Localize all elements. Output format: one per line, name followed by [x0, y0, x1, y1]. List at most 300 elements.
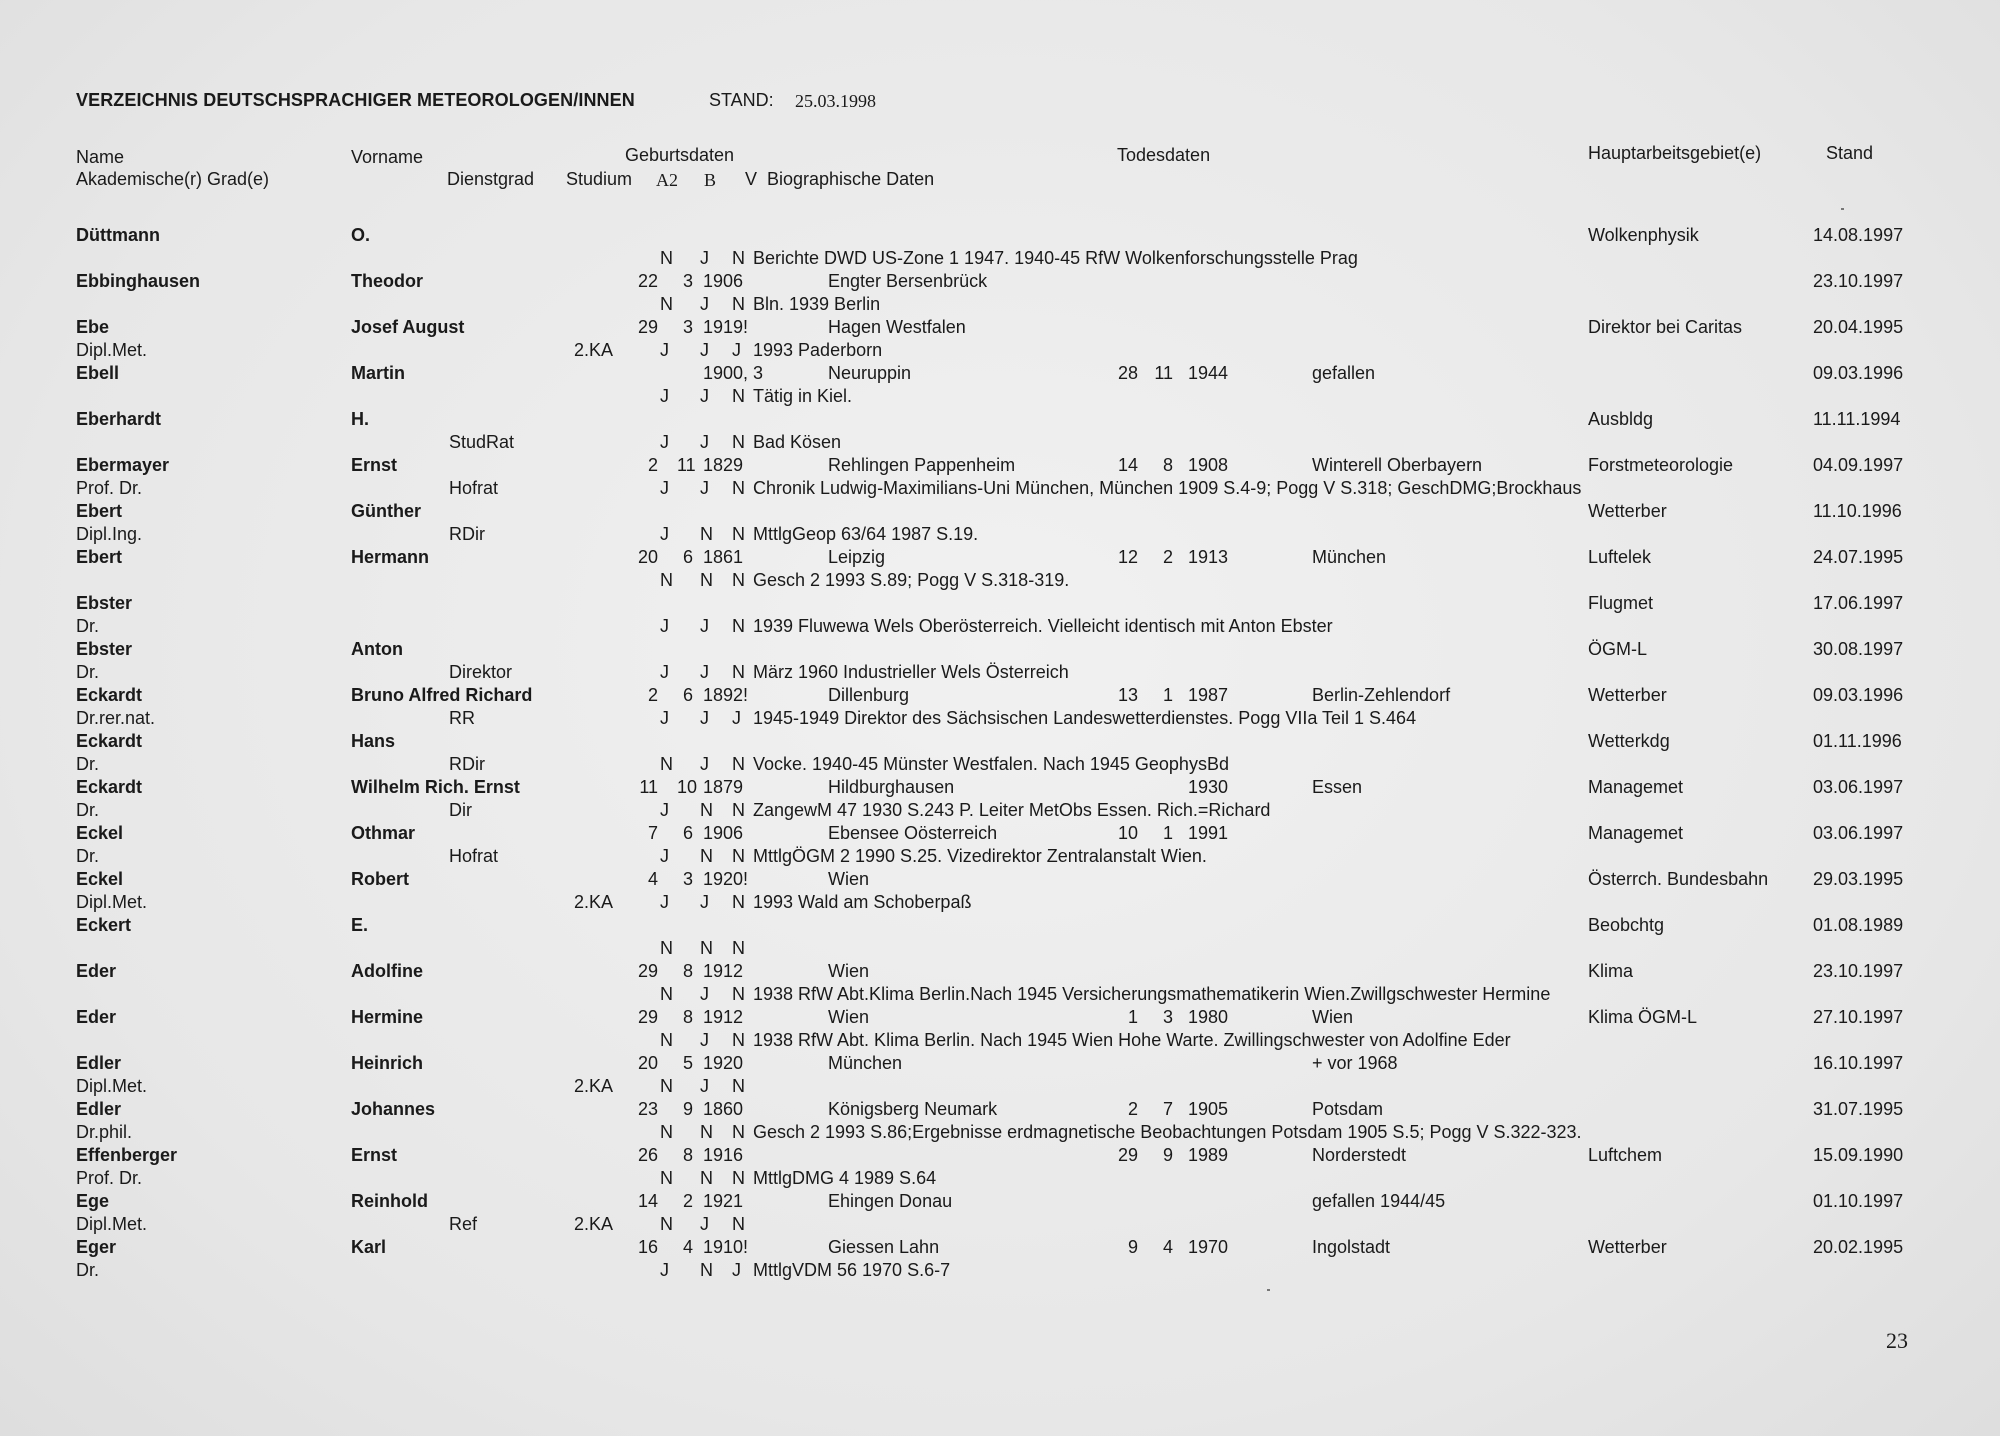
header-name: Name [76, 147, 125, 167]
cell-place: Wien [828, 1007, 870, 1027]
cell-degree: Dipl.Met. [76, 1214, 148, 1234]
cell-tplace: Wien [1312, 1007, 1354, 1027]
cell-ty: 1980 [1188, 1007, 1229, 1027]
cell-v: N [732, 478, 745, 498]
cell-td: 28 [1118, 363, 1139, 383]
cell-bio: 1945-1949 Direktor des Sächsischen Landeswetterdienstes. Pogg VIIa Teil 1 S.464 [753, 708, 1417, 728]
cell-place: Neuruppin [828, 363, 912, 383]
cell-vorname: Karl [351, 1237, 387, 1257]
header-todesdaten: Todesdaten [1117, 145, 1211, 165]
header-degree: Akademische(r) Grad(e) [76, 169, 270, 189]
cell-a2: J [660, 340, 669, 360]
cell-degree: Dipl.Met. [76, 892, 148, 912]
cell-stand: 04.09.1997 [1813, 455, 1904, 475]
cell-vorname: O. [351, 225, 371, 245]
cell-field: Direktor bei Caritas [1588, 317, 1743, 337]
cell-gy: 1892! [703, 685, 749, 705]
scan-speck [1267, 1289, 1270, 1291]
cell-a2: N [660, 984, 673, 1004]
cell-vorname: Günther [351, 501, 421, 521]
cell-b: J [700, 248, 709, 268]
cell-stand: 01.11.1996 [1813, 731, 1902, 751]
cell-studium: 2.KA [574, 340, 614, 360]
cell-gy: 1912 [703, 1007, 744, 1027]
cell-tplace: Norderstedt [1312, 1145, 1407, 1165]
cell-v: N [732, 524, 745, 544]
cell-a2: N [660, 1214, 673, 1234]
cell-name: Eberhardt [76, 409, 162, 429]
cell-a2: J [660, 432, 669, 452]
cell-v: J [732, 340, 741, 360]
cell-field: Wetterkdg [1588, 731, 1670, 751]
cell-gm: 8 [682, 1145, 693, 1165]
document-title: VERZEICHNIS DEUTSCHSPRACHIGER METEOROLOGEN/INNEN [76, 90, 635, 110]
cell-bio: 1938 RfW Abt.Klima Berlin.Nach 1945 Versicherungsmathematikerin Wien.Zwillgschwester Hermine [753, 984, 1551, 1004]
cell-v: N [732, 248, 745, 268]
cell-vorname: Ernst [351, 455, 398, 475]
cell-b: J [700, 754, 709, 774]
cell-stand: 23.10.1997 [1813, 271, 1904, 291]
header-biographische: Biographische Daten [767, 169, 935, 189]
cell-gm: 9 [682, 1099, 693, 1119]
cell-gd: 7 [647, 823, 658, 843]
cell-stand: 09.03.1996 [1813, 363, 1904, 383]
cell-field: Beobchtg [1588, 915, 1665, 935]
cell-gd: 29 [638, 317, 659, 337]
cell-stand: 01.10.1997 [1813, 1191, 1904, 1211]
cell-a2: J [660, 1260, 669, 1280]
cell-bio: Tätig in Kiel. [753, 386, 853, 406]
cell-field: Österrch. Bundesbahn [1588, 869, 1769, 889]
cell-vorname: H. [351, 409, 369, 429]
cell-tm: 2 [1162, 547, 1173, 567]
cell-stand: 23.10.1997 [1813, 961, 1904, 981]
cell-name: Ebe [76, 317, 110, 337]
cell-vorname: Robert [351, 869, 409, 889]
cell-name: Ebster [76, 639, 133, 659]
cell-ty: 1913 [1188, 547, 1229, 567]
cell-gd: 16 [638, 1237, 659, 1257]
cell-b: J [700, 616, 709, 636]
cell-a2: N [660, 1030, 673, 1050]
cell-b: N [700, 800, 713, 820]
cell-a2: J [660, 616, 669, 636]
cell-degree: Dr. [76, 616, 100, 636]
header-b: B [704, 170, 717, 190]
cell-v: N [732, 294, 745, 314]
cell-gm: 6 [682, 823, 693, 843]
cell-gd: 2 [647, 455, 658, 475]
cell-field: Managemet [1588, 823, 1684, 843]
cell-place: Hildburghausen [828, 777, 955, 797]
cell-dienstgrad: RDir [449, 524, 485, 544]
cell-vorname: Theodor [351, 271, 423, 291]
cell-dienstgrad: Direktor [449, 662, 513, 682]
cell-gy: 1906 [703, 823, 744, 843]
stand-date: 25.03.1998 [795, 91, 876, 111]
cell-bio: Berichte DWD US-Zone 1 1947. 1940-45 RfW Wolkenforschungsstelle Prag [753, 248, 1358, 268]
cell-dienstgrad: RDir [449, 754, 485, 774]
cell-bio: Gesch 2 1993 S.86;Ergebnisse erdmagnetische Beobachtungen Potsdam 1905 S.5; Pogg V S.322-323. [753, 1122, 1582, 1142]
cell-field: Klima ÖGM-L [1588, 1007, 1698, 1027]
cell-bio: 1939 Fluwewa Wels Oberösterreich. Vielleicht identisch mit Anton Ebster [753, 616, 1333, 636]
cell-a2: N [660, 754, 673, 774]
cell-a2: N [660, 1122, 673, 1142]
cell-gm: 2 [682, 1191, 693, 1211]
cell-vorname: Heinrich [351, 1053, 424, 1073]
header-v: V [745, 169, 758, 189]
cell-gy: 1916 [703, 1145, 744, 1165]
cell-field: Ausbldg [1588, 409, 1654, 429]
cell-vorname: Wilhelm Rich. Ernst [351, 777, 520, 797]
cell-ty: 1905 [1188, 1099, 1229, 1119]
cell-b: J [700, 340, 709, 360]
cell-bio: 1938 RfW Abt. Klima Berlin. Nach 1945 Wien Hohe Warte. Zwillingschwester von Adolfine Eder [753, 1030, 1511, 1050]
cell-gm: 6 [682, 685, 693, 705]
cell-b: J [700, 478, 709, 498]
cell-tplace: gefallen 1944/45 [1312, 1191, 1446, 1211]
cell-gy: 1861 [703, 547, 744, 567]
cell-gy: 1829 [703, 455, 744, 475]
cell-stand: 09.03.1996 [1813, 685, 1904, 705]
cell-vorname: Johannes [351, 1099, 436, 1119]
cell-name: Eger [76, 1237, 117, 1257]
cell-name: Eder [76, 1007, 117, 1027]
cell-v: N [732, 938, 745, 958]
cell-vorname: Bruno Alfred Richard [351, 685, 533, 705]
cell-dienstgrad: Dir [449, 800, 472, 820]
cell-v: N [732, 800, 745, 820]
cell-vorname: Hans [351, 731, 396, 751]
cell-field: Luftchem [1588, 1145, 1663, 1165]
cell-tm: 3 [1162, 1007, 1173, 1027]
cell-stand: 15.09.1990 [1813, 1145, 1904, 1165]
cell-name: Eckardt [76, 685, 143, 705]
cell-tm: 4 [1162, 1237, 1173, 1257]
cell-v: J [732, 1260, 741, 1280]
cell-name: Düttmann [76, 225, 160, 245]
cell-tplace: Winterell Oberbayern [1312, 455, 1483, 475]
cell-b: N [700, 846, 713, 866]
cell-bio: MttlgGeop 63/64 1987 S.19. [753, 524, 979, 544]
cell-gd: 2 [647, 685, 658, 705]
cell-name: Eckel [76, 869, 124, 889]
cell-gy: 1912 [703, 961, 744, 981]
cell-stand: 11.10.1996 [1813, 501, 1902, 521]
cell-gy: 1920! [703, 869, 749, 889]
cell-name: Eckardt [76, 777, 143, 797]
cell-ty: 1930 [1188, 777, 1229, 797]
cell-studium: 2.KA [574, 1214, 614, 1234]
cell-ty: 1989 [1188, 1145, 1229, 1165]
cell-ty: 1991 [1188, 823, 1229, 843]
cell-name: Ebbinghausen [76, 271, 201, 291]
cell-stand: 03.06.1997 [1813, 777, 1904, 797]
cell-stand: 01.08.1989 [1813, 915, 1904, 935]
cell-gy: 1919! [703, 317, 749, 337]
cell-a2: J [660, 662, 669, 682]
cell-gy: 1910! [703, 1237, 749, 1257]
cell-bio: Vocke. 1940-45 Münster Westfalen. Nach 1945 GeophysBd [753, 754, 1229, 774]
cell-gm: 11 [677, 455, 696, 475]
scan-speck [1841, 208, 1844, 210]
cell-gd: 20 [638, 547, 659, 567]
stand-label: STAND: [709, 90, 774, 110]
cell-a2: N [660, 248, 673, 268]
cell-gy: 1921 [703, 1191, 744, 1211]
cell-ty: 1987 [1188, 685, 1229, 705]
cell-place: Giessen Lahn [828, 1237, 940, 1257]
cell-td: 2 [1127, 1099, 1138, 1119]
cell-place: Leipzig [828, 547, 886, 567]
cell-gy: 1906 [703, 271, 744, 291]
cell-place: Ebensee Oösterreich [828, 823, 998, 843]
cell-a2: N [660, 1076, 673, 1096]
cell-b: J [700, 1076, 709, 1096]
cell-td: 29 [1118, 1145, 1139, 1165]
cell-bio: Bad Kösen [753, 432, 842, 452]
cell-vorname: Hermine [351, 1007, 424, 1027]
cell-bio: MttlgVDM 56 1970 S.6-7 [753, 1260, 951, 1280]
cell-field: Wolkenphysik [1588, 225, 1699, 245]
cell-bio: Bln. 1939 Berlin [753, 294, 881, 314]
cell-stand: 16.10.1997 [1813, 1053, 1904, 1073]
cell-gm: 6 [682, 547, 693, 567]
cell-studium: 2.KA [574, 892, 614, 912]
cell-dienstgrad: Hofrat [449, 478, 499, 498]
cell-field: Flugmet [1588, 593, 1654, 613]
cell-stand: 29.03.1995 [1813, 869, 1904, 889]
cell-tplace: Potsdam [1312, 1099, 1384, 1119]
cell-td: 9 [1127, 1237, 1138, 1257]
cell-bio: Chronik Ludwig-Maximilians-Uni München, München 1909 S.4-9; Pogg V S.318; GeschDMG;Brockhaus [753, 478, 1582, 498]
cell-name: Ebermayer [76, 455, 170, 475]
cell-gm: 4 [682, 1237, 693, 1257]
cell-b: N [700, 570, 713, 590]
cell-degree: Dipl.Met. [76, 340, 148, 360]
cell-a2: N [660, 938, 673, 958]
cell-ty: 1908 [1188, 455, 1229, 475]
cell-field: Wetterber [1588, 1237, 1667, 1257]
cell-bio: MttlgDMG 4 1989 S.64 [753, 1168, 937, 1188]
cell-name: Edler [76, 1099, 122, 1119]
cell-stand: 24.07.1995 [1813, 547, 1904, 567]
cell-v: N [732, 846, 745, 866]
cell-field: Wetterber [1588, 685, 1667, 705]
cell-tplace: Essen [1312, 777, 1363, 797]
cell-gm: 3 [682, 869, 693, 889]
cell-tplace: gefallen [1312, 363, 1376, 383]
cell-name: Eder [76, 961, 117, 981]
cell-tm: 7 [1162, 1099, 1173, 1119]
header-stand: Stand [1826, 143, 1874, 163]
cell-bio: 1993 Wald am Schoberpaß [753, 892, 972, 912]
cell-name: Effenberger [76, 1145, 178, 1165]
cell-stand: 20.02.1995 [1813, 1237, 1904, 1257]
cell-b: N [700, 1168, 713, 1188]
cell-a2: J [660, 386, 669, 406]
cell-a2: J [660, 478, 669, 498]
cell-vorname: Hermann [351, 547, 430, 567]
cell-v: N [732, 662, 745, 682]
cell-tm: 1 [1162, 685, 1173, 705]
cell-vorname: Anton [351, 639, 403, 659]
cell-degree: Dr. [76, 846, 100, 866]
cell-b: N [700, 938, 713, 958]
cell-stand: 03.06.1997 [1813, 823, 1904, 843]
cell-b: J [700, 708, 709, 728]
cell-studium: 2.KA [574, 1076, 614, 1096]
cell-a2: J [660, 524, 669, 544]
header-geburtsdaten: Geburtsdaten [625, 145, 735, 165]
cell-v: N [732, 1122, 745, 1142]
cell-b: N [700, 1122, 713, 1142]
cell-place: Hagen Westfalen [828, 317, 966, 337]
cell-stand: 14.08.1997 [1813, 225, 1904, 245]
cell-name: Ebell [76, 363, 120, 383]
cell-stand: 27.10.1997 [1813, 1007, 1904, 1027]
cell-name: Ebert [76, 501, 123, 521]
cell-bio: ZangewM 47 1930 S.243 P. Leiter MetObs Essen. Rich.=Richard [753, 800, 1271, 820]
cell-dienstgrad: RR [449, 708, 475, 728]
cell-vorname: Josef August [351, 317, 465, 337]
cell-tplace: München [1312, 547, 1387, 567]
cell-a2: N [660, 294, 673, 314]
cell-b: J [700, 432, 709, 452]
cell-a2: N [660, 1168, 673, 1188]
cell-field: ÖGM-L [1588, 639, 1648, 659]
cell-td: 10 [1118, 823, 1139, 843]
cell-field: Wetterber [1588, 501, 1667, 521]
cell-gy: 1879 [703, 777, 744, 797]
header-dienstgrad: Dienstgrad [447, 169, 535, 189]
cell-name: Eckardt [76, 731, 143, 751]
cell-gy: 1920 [703, 1053, 744, 1073]
cell-v: N [732, 1168, 745, 1188]
cell-field: Forstmeteorologie [1588, 455, 1734, 475]
cell-field: Managemet [1588, 777, 1684, 797]
cell-v: N [732, 570, 745, 590]
cell-bio: März 1960 Industrieller Wels Österreich [753, 662, 1069, 682]
cell-name: Eckert [76, 915, 132, 935]
cell-b: N [700, 524, 713, 544]
cell-gd: 22 [638, 271, 659, 291]
cell-stand: 30.08.1997 [1813, 639, 1904, 659]
cell-vorname: Reinhold [351, 1191, 428, 1211]
cell-v: N [732, 892, 745, 912]
cell-stand: 20.04.1995 [1813, 317, 1904, 337]
header-studium: Studium [566, 169, 633, 189]
cell-tplace: Ingolstadt [1312, 1237, 1391, 1257]
cell-place: München [828, 1053, 903, 1073]
cell-stand: 17.06.1997 [1813, 593, 1904, 613]
cell-degree: Dr. [76, 754, 100, 774]
cell-field: Klima [1588, 961, 1634, 981]
header-vorname: Vorname [351, 147, 424, 167]
cell-degree: Dr. [76, 662, 100, 682]
cell-name: Ege [76, 1191, 110, 1211]
cell-dienstgrad: Hofrat [449, 846, 499, 866]
cell-stand: 31.07.1995 [1813, 1099, 1904, 1119]
cell-place: Wien [828, 869, 870, 889]
page-number: 23 [1886, 1328, 1908, 1353]
cell-b: J [700, 662, 709, 682]
cell-place: Ehingen Donau [828, 1191, 953, 1211]
cell-b: J [700, 1214, 709, 1234]
cell-name: Eckel [76, 823, 124, 843]
cell-gd: 29 [638, 1007, 659, 1027]
cell-tm: 9 [1162, 1145, 1173, 1165]
cell-b: J [700, 1030, 709, 1050]
cell-stand: 11.11.1994 [1813, 409, 1901, 429]
cell-gm: 8 [682, 961, 693, 981]
cell-tplace: Berlin-Zehlendorf [1312, 685, 1451, 705]
header-hauptarbeitsgebiet: Hauptarbeitsgebiet(e) [1588, 143, 1762, 163]
cell-bio: 1993 Paderborn [753, 340, 883, 360]
cell-td: 13 [1118, 685, 1139, 705]
cell-place: Wien [828, 961, 870, 981]
cell-vorname: Martin [351, 363, 405, 383]
cell-v: N [732, 616, 745, 636]
cell-place: Königsberg Neumark [828, 1099, 998, 1119]
header-a2: A2 [656, 170, 678, 190]
cell-place: Rehlingen Pappenheim [828, 455, 1016, 475]
cell-b: J [700, 984, 709, 1004]
cell-gm: 10 [677, 777, 698, 797]
cell-vorname: Ernst [351, 1145, 398, 1165]
cell-gd: 23 [638, 1099, 659, 1119]
cell-vorname: Othmar [351, 823, 416, 843]
cell-v: N [732, 754, 745, 774]
cell-place: Dillenburg [828, 685, 910, 705]
cell-gd: 26 [638, 1145, 659, 1165]
cell-gm: 3 [682, 317, 693, 337]
cell-v: N [732, 432, 745, 452]
cell-bio: Gesch 2 1993 S.89; Pogg V S.318-319. [753, 570, 1070, 590]
cell-b: J [700, 294, 709, 314]
cell-degree: Dipl.Ing. [76, 524, 143, 544]
cell-v: N [732, 1076, 745, 1096]
cell-place: Engter Bersenbrück [828, 271, 988, 291]
cell-gd: 29 [638, 961, 659, 981]
cell-bio: MttlgÖGM 2 1990 S.25. Vizedirektor Zentralanstalt Wien. [753, 846, 1207, 866]
cell-dienstgrad: Ref [449, 1214, 478, 1234]
cell-a2: J [660, 708, 669, 728]
cell-gm: 8 [682, 1007, 693, 1027]
cell-tm: 1 [1162, 823, 1173, 843]
cell-td: 1 [1127, 1007, 1138, 1027]
cell-gm: 5 [682, 1053, 693, 1073]
cell-degree: Dr.phil. [76, 1122, 133, 1142]
cell-a2: J [660, 846, 669, 866]
cell-degree: Dr. [76, 1260, 100, 1280]
cell-tplace: + vor 1968 [1312, 1053, 1398, 1073]
cell-degree: Dr. [76, 800, 100, 820]
cell-gm: 3 [682, 271, 693, 291]
cell-v: N [732, 1214, 745, 1234]
cell-name: Ebster [76, 593, 133, 613]
cell-gy: 1860 [703, 1099, 744, 1119]
cell-a2: J [660, 800, 669, 820]
cell-b: J [700, 386, 709, 406]
cell-ty: 1944 [1188, 363, 1229, 383]
cell-gy: 1900, 3 [703, 363, 764, 383]
cell-td: 14 [1118, 455, 1139, 475]
cell-name: Edler [76, 1053, 122, 1073]
cell-gd: 4 [647, 869, 658, 889]
cell-b: J [700, 892, 709, 912]
cell-tm: 8 [1162, 455, 1173, 475]
